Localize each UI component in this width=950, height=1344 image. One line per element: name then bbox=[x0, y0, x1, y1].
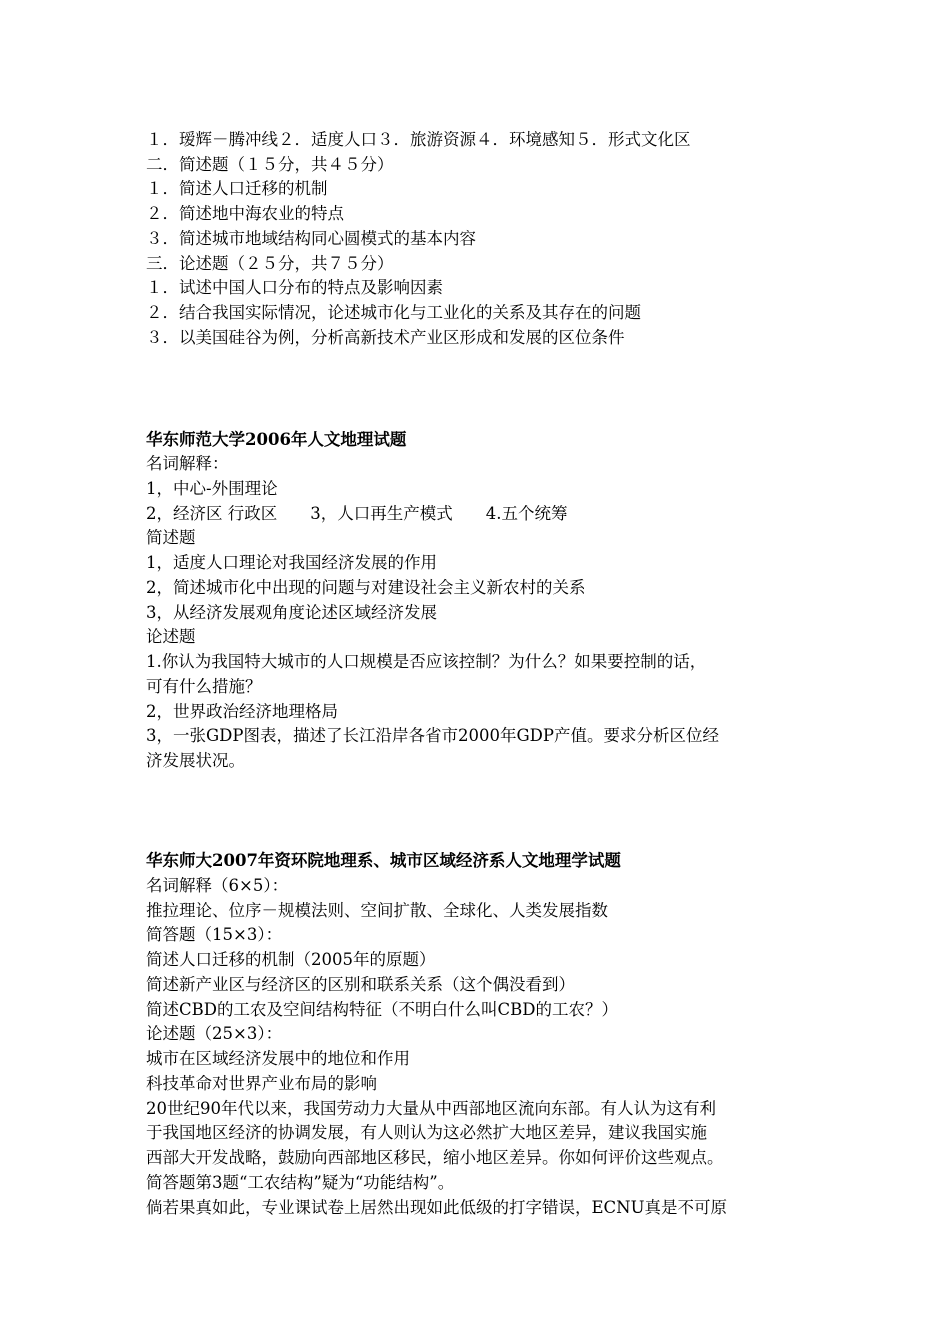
text-line: 可有什么措施？ bbox=[146, 677, 262, 696]
text-line: 简答题（15×3）： bbox=[146, 925, 283, 944]
text-line: 科技革命对世界产业布局的影响 bbox=[146, 1074, 377, 1093]
text-line: 名词解释： bbox=[146, 454, 229, 473]
text-line: 简述题 bbox=[146, 528, 196, 547]
text-line: 20世纪90年代以来，我国劳动力大量从中西部地区流向东部。有人认为这有利 bbox=[146, 1099, 716, 1118]
text-line: ３．以美国硅谷为例，分析高新技术产业区形成和发展的区位条件 bbox=[146, 328, 625, 347]
text-line: ３．简述城市地域结构同心圆模式的基本内容 bbox=[146, 229, 476, 248]
text-line: 2，经济区 行政区 3，人口再生产模式 4.五个统筹 bbox=[146, 504, 568, 523]
text-line: 简答题第3题“工农结构”疑为“功能结构”。 bbox=[146, 1173, 455, 1192]
text-line: 倘若果真如此，专业课试卷上居然出现如此低级的打字错误，ECNU真是不可原 bbox=[146, 1198, 728, 1217]
text-line: 济发展状况。 bbox=[146, 751, 245, 770]
section-title: 华东师范大学2006年人文地理试题 bbox=[146, 430, 407, 449]
text-line: 简述人口迁移的机制（2005年的原题） bbox=[146, 950, 436, 969]
text-line: 论述题 bbox=[146, 627, 196, 646]
text-line: ２．简述地中海农业的特点 bbox=[146, 204, 344, 223]
text-line: 二．简述题（１５分，共４５分） bbox=[146, 155, 394, 174]
text-line: 1.你认为我国特大城市的人口规模是否应该控制？为什么？如果要控制的话， bbox=[146, 652, 707, 671]
text-line: ２．结合我国实际情况，论述城市化与工业化的关系及其存在的问题 bbox=[146, 303, 641, 322]
text-line: 名词解释（6×5）： bbox=[146, 876, 289, 895]
text-line: 简述新产业区与经济区的区别和联系关系（这个偶没看到） bbox=[146, 975, 575, 994]
text-line: 于我国地区经济的协调发展，有人则认为这必然扩大地区差异，建议我国实施 bbox=[146, 1123, 707, 1142]
text-line: １．简述人口迁移的机制 bbox=[146, 179, 328, 198]
text-line: 1，适度人口理论对我国经济发展的作用 bbox=[146, 553, 437, 572]
text-line: 1，中心-外围理论 bbox=[146, 479, 278, 498]
text-line: 简述CBD的工农及空间结构特征（不明白什么叫CBD的工农？） bbox=[146, 1000, 618, 1019]
text-line: 2，简述城市化中出现的问题与对建设社会主义新农村的关系 bbox=[146, 578, 586, 597]
text-line: 西部大开发战略，鼓励向西部地区移民，缩小地区差异。你如何评价这些观点。 bbox=[146, 1148, 724, 1167]
text-line: 2，世界政治经济地理格局 bbox=[146, 702, 338, 721]
section-title: 华东师大2007年资环院地理系、城市区域经济系人文地理学试题 bbox=[146, 851, 621, 870]
text-line: 论述题（25×3）： bbox=[146, 1024, 283, 1043]
text-line: １．试述中国人口分布的特点及影响因素 bbox=[146, 278, 443, 297]
text-line: 三．论述题（２５分，共７５分） bbox=[146, 254, 394, 273]
text-line: 3，一张GDP图表，描述了长江沿岸各省市2000年GDP产值。要求分析区位经 bbox=[146, 726, 720, 745]
text-line: 推拉理论、位序－规模法则、空间扩散、全球化、人类发展指数 bbox=[146, 901, 608, 920]
text-line: 3，从经济发展观角度论述区域经济发展 bbox=[146, 603, 437, 622]
text-line: １．瑷辉－腾冲线２．适度人口３．旅游资源４．环境感知５．形式文化区 bbox=[146, 130, 691, 149]
text-line: 城市在区域经济发展中的地位和作用 bbox=[146, 1049, 410, 1068]
